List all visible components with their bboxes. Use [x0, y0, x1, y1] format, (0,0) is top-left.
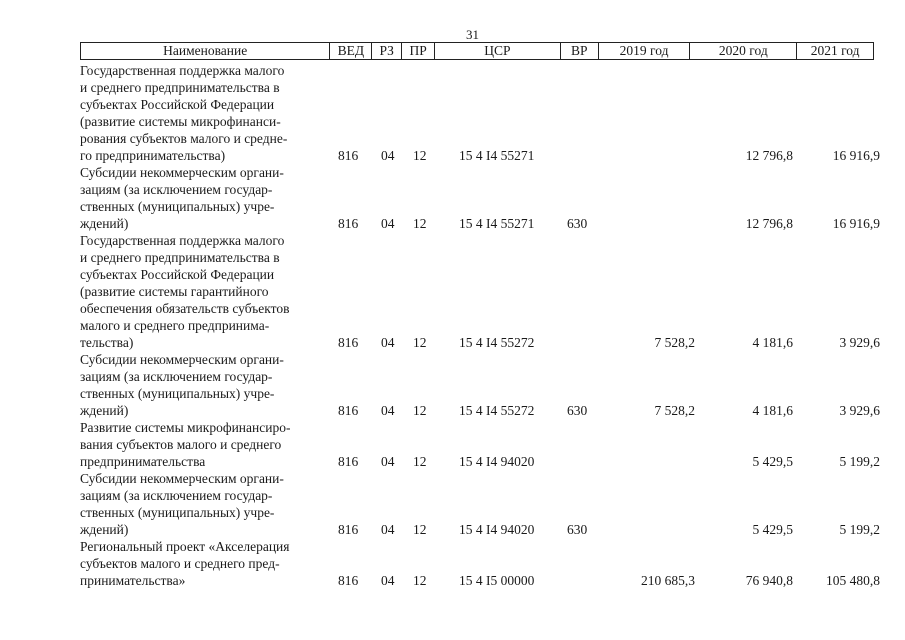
row-name: Государственная поддержка малого и среднего предпринимательства в субъектах Российской Федерации (развитие системы микрофинанси- рования субъектов малого и средне- го предпринимательства) [80, 63, 288, 163]
row-2021: 16 916,9 [832, 216, 880, 231]
row-2021: 3 929,6 [839, 335, 880, 350]
row-rz: 04 [381, 148, 395, 163]
row-vr: 630 [567, 522, 588, 537]
row-name: Субсидии некоммерческим органи- зациям (за исключением государ- ственных (муниципальных) учре- ждений) [80, 352, 284, 418]
table-row [80, 470, 880, 538]
header-2019: 2019 год [598, 43, 690, 59]
row-ved: 816 [338, 573, 359, 588]
row-2021: 105 480,8 [826, 573, 880, 588]
row-pr: 12 [413, 454, 427, 469]
row-pr: 12 [413, 522, 427, 537]
table-row [80, 232, 880, 351]
row-csr: 15 4 I4 94020 [459, 522, 535, 537]
header-pr: ПР [401, 43, 434, 59]
row-ved: 816 [338, 522, 359, 537]
row-pr: 12 [413, 216, 427, 231]
row-name: Государственная поддержка малого и среднего предпринимательства в субъектах Российской Федерации (развитие системы гарантийного обеспечения обязательств субъектов малого и среднего предпринима- тельства) [80, 233, 290, 350]
row-pr: 12 [413, 335, 427, 350]
row-rz: 04 [381, 335, 395, 350]
row-ved: 816 [338, 216, 359, 231]
row-2019: 7 528,2 [654, 403, 695, 418]
table-row [80, 164, 880, 232]
row-rz: 04 [381, 573, 395, 588]
row-2020: 5 429,5 [752, 454, 793, 469]
header-name: Наименование [163, 43, 248, 58]
row-name: Субсидии некоммерческим органи- зациям (за исключением государ- ственных (муниципальных) учре- ждений) [80, 165, 284, 231]
header-rz: РЗ [371, 43, 401, 59]
table-body [80, 62, 880, 589]
row-name: Развитие системы микрофинансиро- вания субъектов малого и среднего предпринимательства [80, 420, 291, 469]
row-rz: 04 [381, 216, 395, 231]
table-row [80, 538, 880, 589]
header-vr: ВР [560, 43, 598, 59]
row-vr: 630 [567, 216, 588, 231]
row-csr: 15 4 I4 55271 [459, 148, 535, 163]
table-row [80, 351, 880, 419]
row-csr: 15 4 I5 00000 [459, 573, 535, 588]
row-csr: 15 4 I4 55271 [459, 216, 535, 231]
row-2021: 5 199,2 [839, 454, 880, 469]
row-2020: 12 796,8 [745, 148, 793, 163]
row-pr: 12 [413, 148, 427, 163]
row-2020: 76 940,8 [745, 573, 793, 588]
header-ved: ВЕД [329, 43, 371, 59]
table-header [80, 42, 874, 60]
header-csr: ЦСР [434, 43, 560, 59]
row-rz: 04 [381, 522, 395, 537]
row-2020: 4 181,6 [752, 335, 793, 350]
row-csr: 15 4 I4 94020 [459, 454, 535, 469]
row-ved: 816 [338, 454, 359, 469]
table-row [80, 62, 880, 164]
row-csr: 15 4 I4 55272 [459, 335, 535, 350]
row-2021: 3 929,6 [839, 403, 880, 418]
row-pr: 12 [413, 573, 427, 588]
row-ved: 816 [338, 335, 359, 350]
row-rz: 04 [381, 403, 395, 418]
row-ved: 816 [338, 148, 359, 163]
row-2019: 210 685,3 [641, 573, 695, 588]
row-2020: 4 181,6 [752, 403, 793, 418]
header-2021: 2021 год [796, 43, 873, 59]
row-name: Региональный проект «Акселерация субъектов малого и среднего пред- принимательства» [80, 539, 290, 588]
table-row [80, 419, 880, 470]
header-2020: 2020 год [689, 43, 796, 59]
row-2021: 5 199,2 [839, 522, 880, 537]
row-2020: 12 796,8 [745, 216, 793, 231]
row-2019: 7 528,2 [654, 335, 695, 350]
row-2021: 16 916,9 [832, 148, 880, 163]
row-csr: 15 4 I4 55272 [459, 403, 535, 418]
row-name: Субсидии некоммерческим органи- зациям (за исключением государ- ственных (муниципальных) учре- ждений) [80, 471, 284, 537]
page-number: 31 [466, 27, 479, 42]
row-vr: 630 [567, 403, 588, 418]
row-2020: 5 429,5 [752, 522, 793, 537]
row-ved: 816 [338, 403, 359, 418]
row-rz: 04 [381, 454, 395, 469]
row-pr: 12 [413, 403, 427, 418]
